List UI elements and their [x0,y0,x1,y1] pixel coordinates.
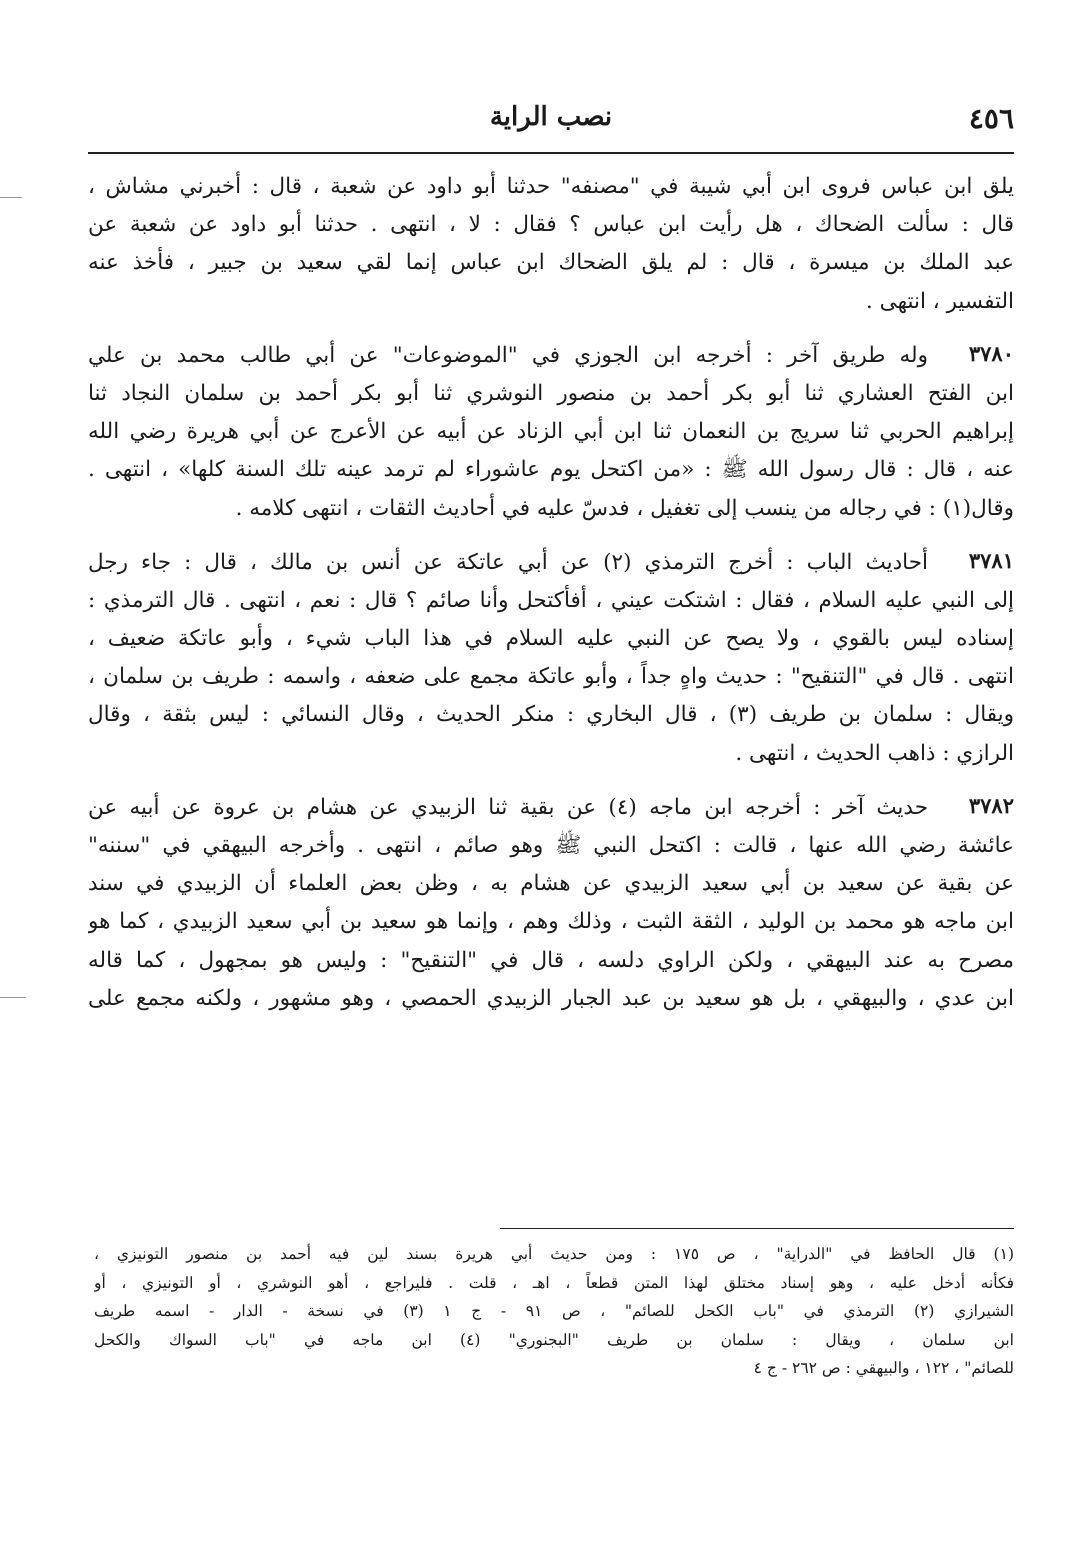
footnote-line: للصائم" ، ١٢٢ ، والبيهقي : ص ٢٦٢ - ج ٤ [753,1359,1014,1378]
footnote-line: (١) قال الحافظ في "الدراية" ، ص ١٧٥ : ومن حديث أبي هريرة بسند لين فيه أحمد بن منصور التونيزي ، [94,1245,1014,1263]
text-line: الرازي : ذاهب الحديث ، انتهى . [735,740,1014,766]
scan-edge-mark-left [0,997,26,998]
text-line: يلق ابن عباس فروى ابن أبي شيبة في "مصنفه" حدثنا أبو داود عن شعبة ، قال : أخبرني مشاش ، [88,174,1014,199]
text-line: ابن الفتح العشاري ثنا أبو بكر أحمد بن منصور النوشري ثنا أبو بكر أحمد بن سلمان النجاد ثنا [88,380,1014,406]
header-rule [88,152,1014,154]
text-line: إلى النبي عليه السلام ، فقال : اشتكت عيني ، أفأكتحل وأنا صائم ؟ قال : نعم ، انتهى . قال الترمذي : [88,587,1014,613]
text-line: عبد الملك بن ميسرة ، قال : لم يلق الضحاك ابن عباس إنما لقي سعيد بن جبير ، فأخذ عنه [88,250,1014,276]
footnote-rule [500,1228,1014,1229]
text-line: حديث آخر : أخرجه ابن ماجه (٤) عن بقية ثنا الزبيدي عن هشام بن عروة عن أبيه عن [88,794,928,820]
hadith-paragraph [88,337,1014,528]
scan-edge-mark-left [0,197,22,198]
text-line: قال : سألت الضحاك ، هل رأيت ابن عباس ؟ فقال : لا ، انتهى . حدثنا أبو داود عن شعبة عن [88,212,1014,238]
text-line: مصرح به عند البيهقي ، ولكن الراوي دلسه ، قال في "التنقيح" : وليس هو بمجهول ، كما قاله [88,947,1014,973]
text-line: ابن عدي ، والبيهقي ، بل هو سعيد بن عبد الجبار الزبيدي الحمصي ، وهو مشهور ، ولكنه مجمع على [88,985,1014,1011]
text-line: عنه ، قال : قال رسول الله ﷺ : «من اكتحل يوم عاشوراء لم ترمد عينه تلك السنة كلها» ، انتهى . [88,457,1014,483]
hadith-paragraph [88,544,1014,773]
text-line: التفسير ، انتهى . [866,288,1014,314]
page-header [88,100,1014,150]
footnotes [94,1240,1014,1383]
text-line: وله طريق آخر : أخرجه ابن الجوزي في "الموضوعات" عن أبي طالب محمد بن علي [88,342,928,368]
text-line: إسناده ليس بالقوي ، ولا يصح عن النبي عليه السلام في هذا الباب شيء ، وأبو عاتكة ضعيف ، [88,626,1014,652]
main-text [88,168,1014,1034]
text-line: ابن ماجه هو محمد بن الوليد ، الثقة الثبت ، وذلك وهم ، وإنما هو سعيد بن أبي سعيد الزبيدي ، كما هو [88,909,1014,935]
hadith-paragraph [88,789,1014,1018]
text-line: أحاديث الباب : أخرج الترمذي (٢) عن أبي عاتكة عن أنس بن مالك ، قال : جاء رجل [88,549,928,575]
text-line: إبراهيم الحربي ثنا سريج بن النعمان ثنا ابن أبي الزناد عن أبيه عن الأعرج عن أبي هريرة رضي الله [88,419,1014,445]
text-line: عائشة رضي الله عنها ، قالت : اكتحل النبي ﷺ وهو صائم ، انتهى . وأخرجه البيهقي في "سننه" [88,833,1014,858]
footnote-line: ابن سلمان ، ويقال : سلمان بن طريف "البجنوري" (٤) ابن ماجه في "باب السواك والكحل [94,1330,1014,1349]
text-line: وقال(١) : في رجاله من ينسب إلى تغفيل ، فدسّ عليه في أحاديث الثقات ، انتهى كلامه . [235,495,1014,521]
intro-paragraph [88,168,1014,321]
footnote-line: الشيرازي (٢) الترمذي في "باب الكحل للصائم" ، ص ٩١ - ج ١ (٣) في نسخة - الدار - اسمه طريف [94,1302,1014,1321]
text-line: عن بقية عن سعيد بن أبي سعيد الزبيدي عن هشام به ، وظن بعض العلماء أن الزبيدي في سند [88,871,1014,897]
page-title: نصب الراية [489,102,613,132]
page-number: ٤٥٦ [968,102,1014,135]
hadith-number: ٣٧٨١ [968,547,1014,573]
text-line: انتهى . قال في "التنقيح" : حديث واهٍ جداً ، وأبو عاتكة مجمع على ضعفه ، واسمه : طريف بن سلمان ، [88,664,1014,690]
footnote-line: فكأنه أدخل عليه ، وهو إسناد مختلق لهذا المتن قطعاً ، اهـ ، قلت . فليراجع ، أهو النوشري ، أو التونيزي ، أو [94,1273,1014,1292]
hadith-number: ٣٧٨٢ [968,792,1014,818]
hadith-number: ٣٧٨٠ [968,340,1014,366]
text-line: ويقال : سلمان بن طريف (٣) ، قال البخاري : منكر الحديث ، وقال النسائي : ليس بثقة ، وقال [88,702,1014,728]
